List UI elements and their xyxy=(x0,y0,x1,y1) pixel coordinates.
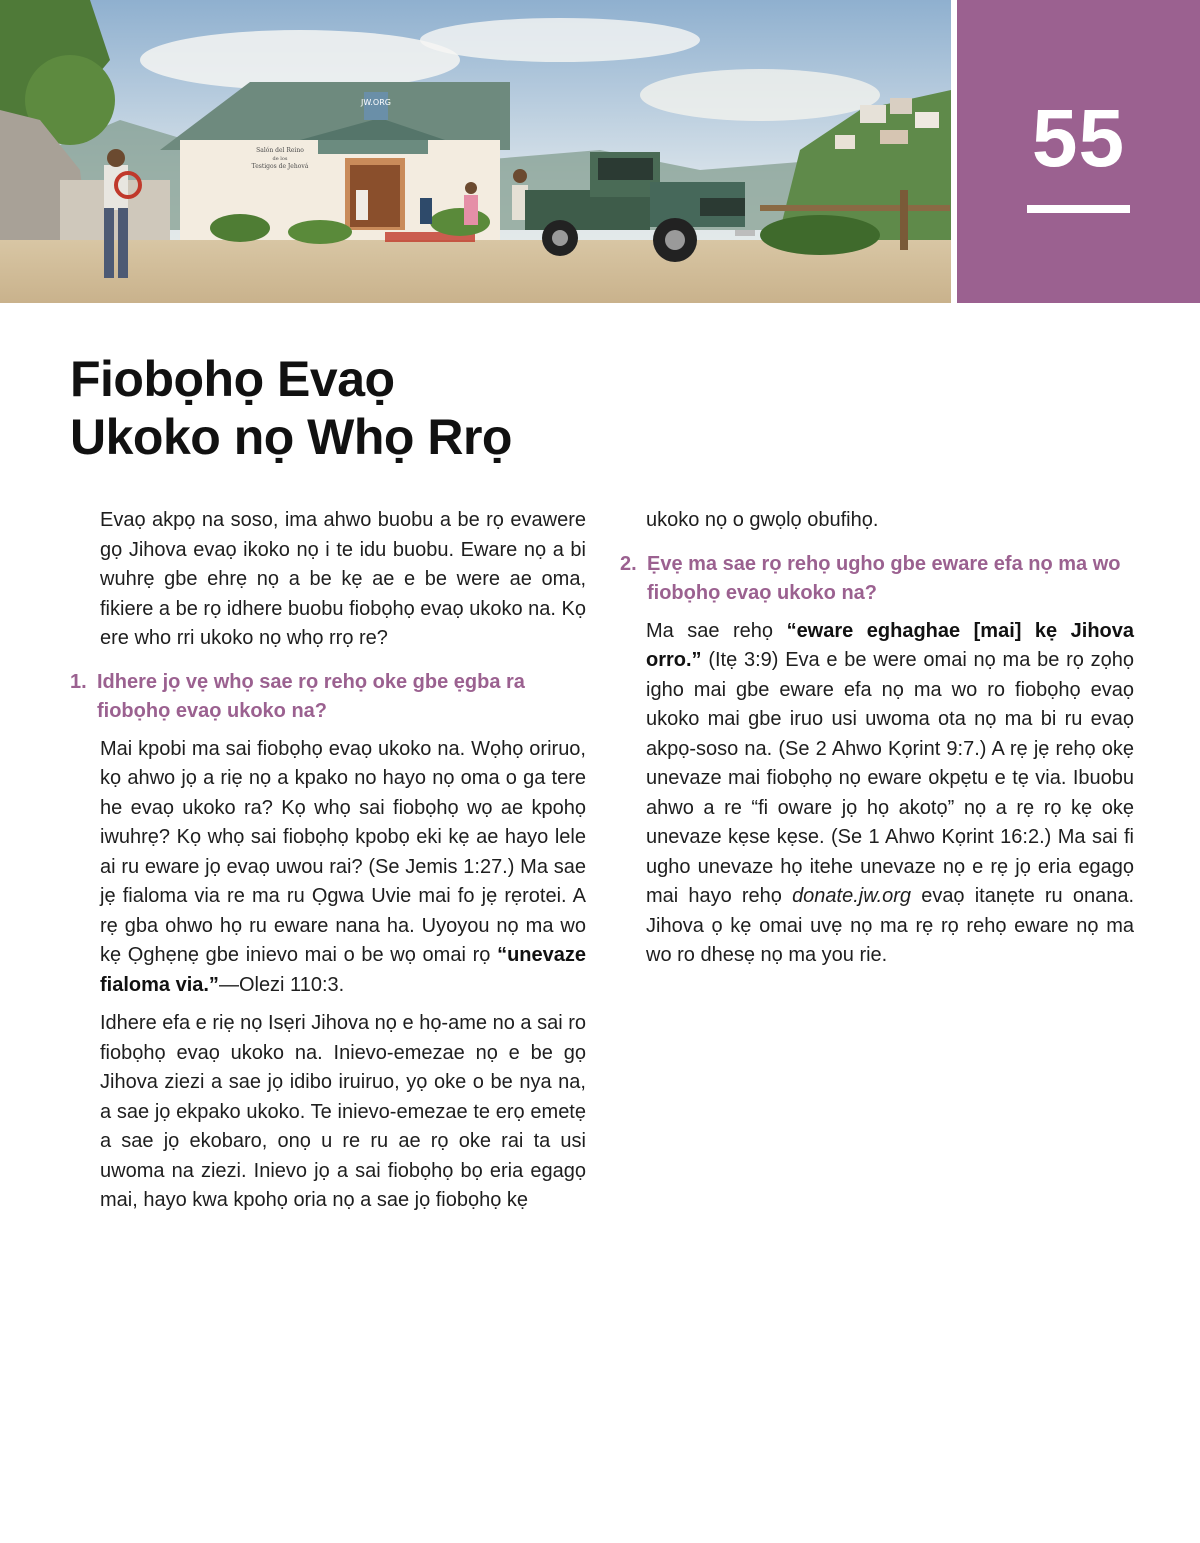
lesson-badge xyxy=(957,0,1200,303)
section-2-para-1-text-a: Ma sae rehọ xyxy=(646,619,787,642)
section-1-para-1-bold: “unevaze fialoma via.” xyxy=(100,944,586,996)
section-2-para-1-bold: “eware eghaghae [mai] kẹ Jihova orro.” xyxy=(646,619,1135,671)
hall-sign-line-1: Salón del Reino xyxy=(256,147,304,154)
kingdom-hall-scene xyxy=(0,0,951,303)
question-1-text: Idhere jọ vẹ whọ sae rọ rehọ oke gbe ẹgba ra fiobọhọ evaọ ukoko na? xyxy=(97,670,525,722)
section-1-paragraph-2-continued: ukoko nọ o gwọlọ obufihọ. xyxy=(646,509,879,531)
header-photo xyxy=(0,0,951,303)
left-column xyxy=(70,506,586,1225)
section-2-paragraph-1 xyxy=(620,617,1134,971)
section-1-para-1-citation: —Olezi 110:3. xyxy=(218,973,345,996)
question-1-number: 1. xyxy=(70,670,87,693)
donate-link[interactable]: donate.jw.org xyxy=(792,885,912,907)
section-1-paragraph-2: Idhere efa e riẹ nọ Isẹri Jihova nọ e họ-ame no a sai ro fiobọhọ evaọ ukoko na. Inievo-emezae nọ e be gọ Jihova ziezi a sae jọ idibo iruiruo, yọ oke o be nya na, a sae jọ ekpako ukoko. Te inievo-emezae te erọ emetẹ a sae jọ ekobaro, onọ u re ru ae rọ oke rai ta usi uwoma na ziezi. Inievo jọ a sai fiobọhọ bọ eria egagọ mai, hayo kwa kpohọ oria nọ a sae jọ fiobọhọ kẹ xyxy=(100,1012,586,1211)
title-line-1: Fiobọhọ Evaọ xyxy=(70,351,395,407)
page-title xyxy=(70,350,512,466)
section-2-para-1-text-c: evaọ itanẹte ru onana. Jihova ọ kẹ omai uvẹ nọ ma rẹ rọ rehọ eware nọ ma wo ro dhesẹ nọ ma you rie. xyxy=(646,885,1134,966)
lesson-number: 55 xyxy=(1031,93,1126,184)
question-2-number: 2. xyxy=(620,552,637,575)
hall-sign-line-3: Testigos de Jehová xyxy=(251,163,309,170)
section-2-para-1-text-b: (Itẹ 3:9) Eva e be were omai nọ ma be rọ zọhọ igho mai gbe eware efa nọ ma wo ro fiobọhọ evaọ ukoko mai gbe iruo usi uwoma ota nọ ma bi ru evaọ akpọ-soso na. (Se 2 Ahwo Kọrint 9:7.) A rẹ jẹ rehọ okẹ unevaze mai fiobọhọ nọ eware okpẹtu e tẹ via. Ibuobu ahwo a re “fi oware jọ họ akotọ” nọ a rẹ rọ kẹ okẹ unevaze kẹse kẹse. (Se 1 Ahwo Kọrint 16:2.) Ma sai fi ugho unevaze họ itehe unevaze nọ e rẹ jọ eria egagọ mai hayo rehọ xyxy=(646,649,1134,907)
section-1-paragraph-1 xyxy=(70,735,586,1001)
hall-sign-line-2: de los xyxy=(272,156,288,162)
right-column xyxy=(620,506,1134,980)
title-line-2: Ukoko nọ Whọ Rrọ xyxy=(70,409,512,465)
section-1-para-1-text: Mai kpobi ma sai fiobọhọ evaọ ukoko na. Wọhọ oriruo, kọ ahwo jọ a riẹ nọ a kpako no hayo nọ oma o ga tere he evaọ ukoko ra? Kọ whọ sai fiobọhọ wọ ae kpohọ iwuhrẹ? Kọ whọ sai fiobọhọ kpobọ eki kẹ ae hayo lele ai ru eware jọ evaọ uwou rai? (Se Jemis 1:27.) Ma sae jẹ fialoma via re ma ru Ọgwa Uvie mai fo jẹ rẹrotei. A rẹ gba ohwo họ ru eware nana ha. Uyoyou nọ ma wo kẹ Ọghẹnẹ gbe inievo mai o be wọ omai rọ xyxy=(100,737,586,966)
question-2-text: Ẹvẹ ma sae rọ rehọ ugho gbe eware efa nọ ma wo fiobọhọ evaọ ukoko na? xyxy=(647,552,1121,604)
badge-underline xyxy=(1027,205,1130,213)
jw-logo: JW.ORG xyxy=(361,98,391,107)
question-1-heading xyxy=(70,668,586,727)
continued-paragraph-holder xyxy=(620,506,1134,536)
intro-paragraph: Evaọ akpọ na soso, ima ahwo buobu a be rọ evawere gọ Jihova evaọ ikoko nọ i te idu buobu. Eware nọ a bi wuhrẹ gbe ehrẹ nọ a be kẹ ae e be were ae oma, fikiere a be rọ idhere buobu fiobọhọ evaọ ukoko na. Kọ ere who rri ukoko nọ whọ rrọ re? xyxy=(100,509,586,649)
question-2-heading xyxy=(620,550,1134,609)
